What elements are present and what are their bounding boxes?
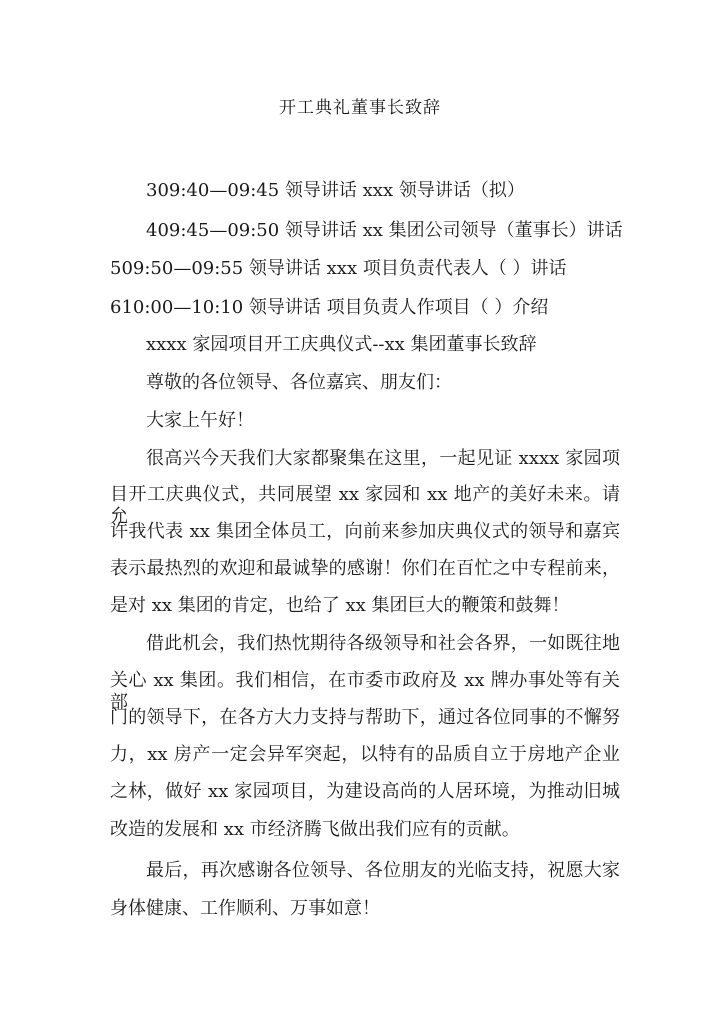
- salutation: 尊敬的各位领导、各位嘉宾、朋友们：: [146, 372, 452, 393]
- paragraph-1-line: 是对 xx 集团的肯定，也给了 xx 集团巨大的鞭策和鼓舞！: [110, 595, 570, 616]
- schedule-line-1: 309:40—09:45 领导讲话 xxx 领导讲话（拟）: [146, 180, 525, 201]
- paragraph-2-line: 门的领导下，在各方大力支持与帮助下，通过各位同事的不懈努: [110, 707, 620, 728]
- schedule-line-4: 610:00—10:10 领导讲话 项目负责人作项目（ ）介绍: [110, 297, 549, 318]
- paragraph-2-line: 关心 xx 集团。我们相信，在市委市政府及 xx 牌办事处等有关部: [110, 670, 620, 713]
- speech-heading: xxxx 家园项目开工庆典仪式--xx 集团董事长致辞: [146, 334, 537, 355]
- schedule-line-3: 509:50—09:55 领导讲话 xxx 项目负责代表人（ ）讲话: [110, 258, 567, 279]
- paragraph-1-line: 目开工庆典仪式，共同展望 xx 家园和 xx 地产的美好未来。请允: [110, 484, 620, 527]
- paragraph-3-line: 身体健康、工作顺利、万事如意！: [110, 898, 380, 919]
- paragraph-2-line: 之林，做好 xx 家园项目，为建设高尚的人居环境，为推动旧城: [110, 781, 620, 802]
- paragraph-2-line: 力，xx 房产一定会异军突起，以特有的品质自立于房地产企业: [110, 744, 620, 765]
- paragraph-2-line: 借此机会，我们热忱期待各级领导和社会各界，一如既往地: [146, 633, 620, 654]
- paragraph-3-line: 最后，再次感谢各位领导、各位朋友的光临支持，祝愿大家: [146, 860, 620, 881]
- paragraph-2-line: 改造的发展和 xx 市经济腾飞做出我们应有的贡献。: [110, 819, 520, 840]
- paragraph-1-line: 很高兴今天我们大家都聚集在这里，一起见证 xxxx 家园项: [146, 448, 620, 469]
- paragraph-1-line: 许我代表 xx 集团全体员工，向前来参加庆典仪式的领导和嘉宾: [110, 521, 620, 542]
- document-title: 开工典礼董事长致辞: [279, 98, 441, 118]
- schedule-line-2: 409:45—09:50 领导讲话 xx 集团公司领导（董事长）讲话: [146, 220, 623, 241]
- greeting: 大家上午好！: [146, 410, 254, 431]
- paragraph-1-line: 表示最热烈的欢迎和最诚挚的感谢！你们在百忙之中专程前来，: [110, 558, 620, 579]
